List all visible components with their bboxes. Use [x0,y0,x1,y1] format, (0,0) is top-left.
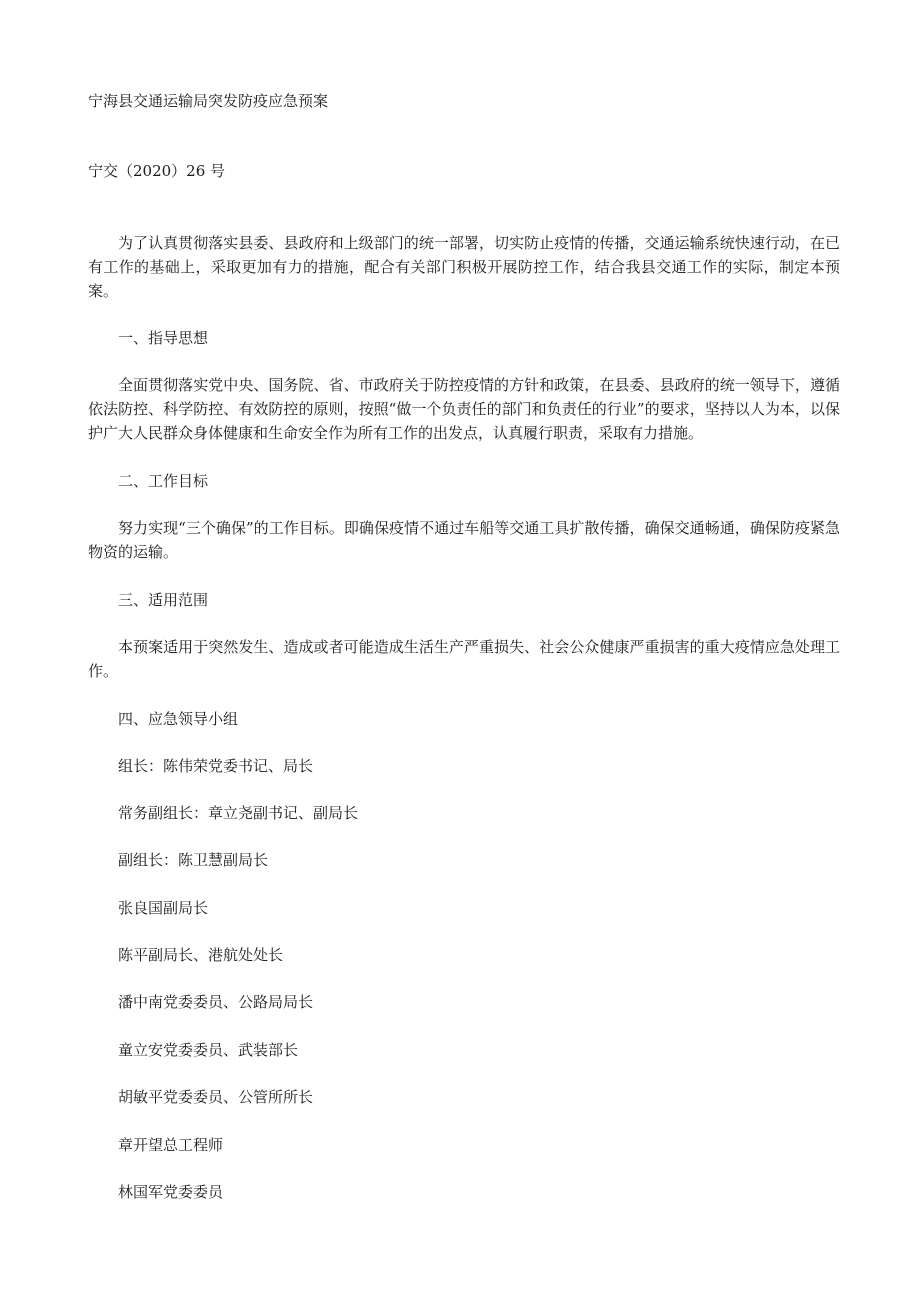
intro-paragraph: 为了认真贯彻落实县委、县政府和上级部门的统一部署，切实防止疫情的传播，交通运输系统快速行动，在已有工作的基础上，采取更加有力的措施，配合有关部门积极开展防控工作，结合我县交通工作的实际，制定本预案。 [88,234,840,300]
section-heading-guiding-principle: 一、指导思想 [118,329,209,347]
section-body-guiding-principle: 全面贯彻落实党中央、国务院、省、市政府关于防控疫情的方针和政策，在县委、县政府的统一领导下，遵循依法防控、科学防控、有效防控的原则，按照“做一个负责任的部门和负责任的行业”的要求，坚持以人为本，以保护广大人民群众身体健康和生命安全作为所有工作的出发点，认真履行职责，采取有力措施。 [88,376,840,442]
section-body-work-goal: 努力实现“三个确保”的工作目标。即确保疫情不通过车船等交通工具扩散传播，确保交通畅通，确保防疫紧急物资的运输。 [88,519,840,561]
section-heading-scope: 三、适用范围 [118,591,209,609]
leader-item: 副组长：陈卫慧副局长 [118,851,269,869]
section-heading-work-goal: 二、工作目标 [118,472,209,490]
section-heading-leadership-group: 四、应急领导小组 [118,710,239,728]
section-body-scope: 本预案适用于突然发生、造成或者可能造成生活生产严重损失、社会公众健康严重损害的重大疫情应急处理工作。 [88,638,840,680]
leader-item: 林国军党委委员 [118,1183,224,1201]
document-number: 宁交（2020）26 号 [88,162,226,180]
leader-item: 陈平副局长、港航处处长 [118,946,284,964]
leader-item: 潘中南党委委员、公路局局长 [118,993,314,1011]
leader-item: 常务副组长：章立尧副书记、副局长 [118,804,359,822]
leader-item: 组长：陈伟荣党委书记、局长 [118,757,314,775]
leader-item: 胡敏平党委委员、公管所所长 [118,1088,314,1106]
leader-item: 童立安党委委员、武装部长 [118,1041,299,1059]
leader-item: 章开望总工程师 [118,1136,224,1154]
document-title: 宁海县交通运输局突发防疫应急预案 [88,92,329,110]
leader-item: 张良国副局长 [118,899,209,917]
